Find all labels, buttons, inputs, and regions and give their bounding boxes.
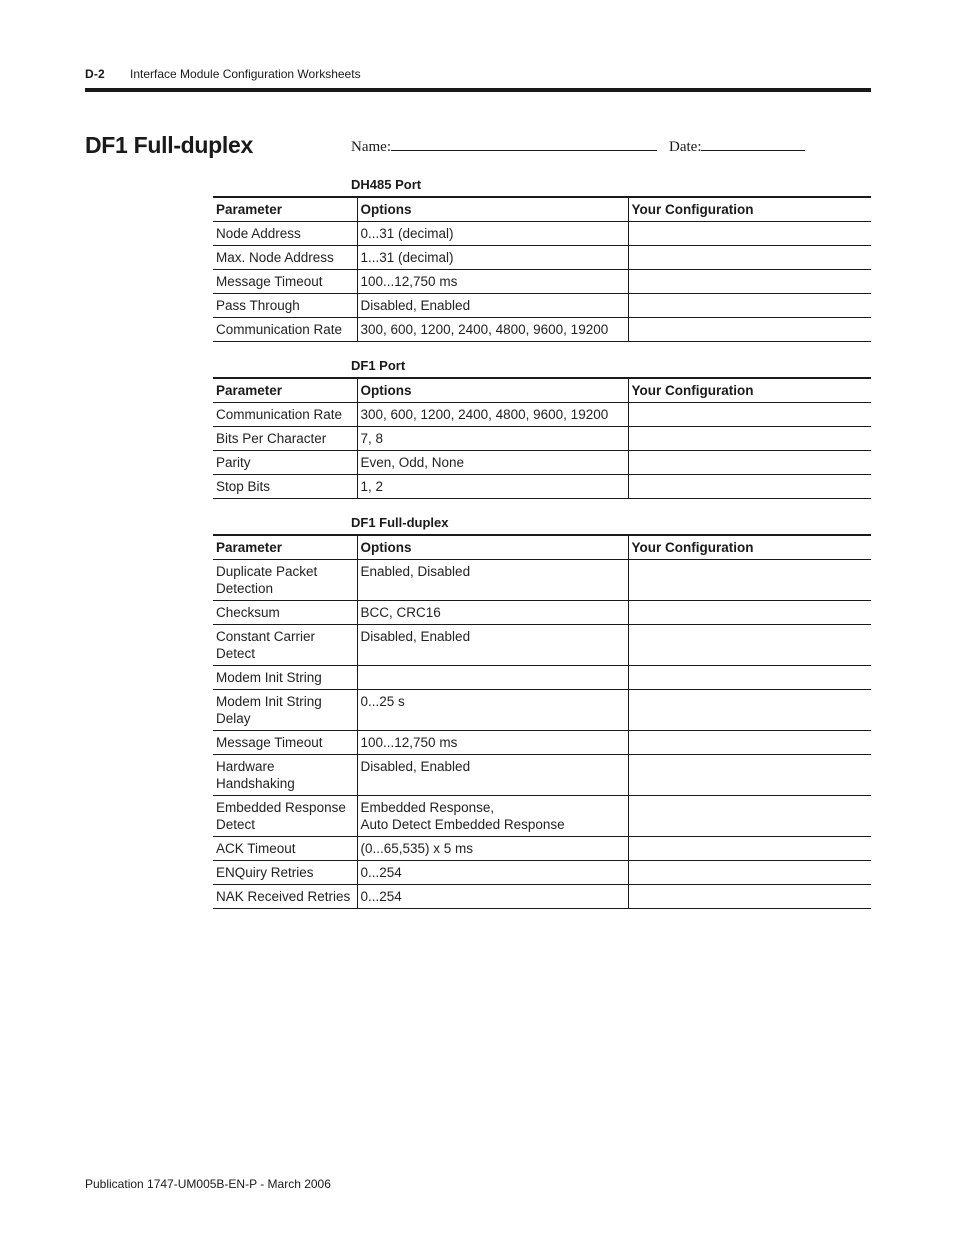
date-label: Date: [669,139,702,155]
table-caption-dh485-port: DH485 Port [351,177,422,192]
table-row [213,475,871,499]
header-your-configuration: Your Configuration [628,378,871,403]
configuration-cell[interactable] [628,625,871,666]
table-row [213,427,871,451]
parameter-cell: Pass Through [213,294,357,318]
configuration-cell[interactable] [628,560,871,601]
configuration-cell[interactable] [628,427,871,451]
table-row [213,885,871,909]
table-row [213,270,871,294]
date-field[interactable] [669,136,805,156]
header-rule [85,88,871,92]
parameter-cell: Modem Init String Delay [213,690,357,731]
configuration-cell[interactable] [628,318,871,342]
parameter-cell: ENQuiry Retries [213,861,357,885]
options-cell [357,666,628,690]
table-header-row [213,378,871,403]
options-cell: 7, 8 [357,427,628,451]
date-blank-line[interactable] [701,136,805,151]
parameter-cell: Message Timeout [213,731,357,755]
table-row [213,666,871,690]
configuration-cell[interactable] [628,885,871,909]
options-cell: 1, 2 [357,475,628,499]
parameter-cell: Bits Per Character [213,427,357,451]
header-options: Options [357,378,628,403]
parameter-cell: ACK Timeout [213,837,357,861]
configuration-cell[interactable] [628,731,871,755]
options-cell: 100...12,750 ms [357,270,628,294]
options-cell: Even, Odd, None [357,451,628,475]
dh485-port-table [213,196,871,342]
configuration-cell[interactable] [628,690,871,731]
parameter-cell: Message Timeout [213,270,357,294]
df1-port-table [213,377,871,499]
table-caption-df1-full-duplex: DF1 Full-duplex [351,515,449,530]
name-blank-line[interactable] [391,136,657,151]
configuration-cell[interactable] [628,222,871,246]
options-cell: 0...254 [357,885,628,909]
parameter-cell: Constant Carrier Detect [213,625,357,666]
options-cell: Disabled, Enabled [357,625,628,666]
header-parameter: Parameter [213,378,357,403]
parameter-cell: NAK Received Retries [213,885,357,909]
configuration-cell[interactable] [628,861,871,885]
options-cell: 0...31 (decimal) [357,222,628,246]
options-cell: Disabled, Enabled [357,755,628,796]
configuration-cell[interactable] [628,270,871,294]
options-cell: 1...31 (decimal) [357,246,628,270]
parameter-cell: Communication Rate [213,403,357,427]
table-row [213,246,871,270]
table-row [213,755,871,796]
parameter-cell: Parity [213,451,357,475]
configuration-cell[interactable] [628,246,871,270]
table-header-row [213,197,871,222]
options-cell: 300, 600, 1200, 2400, 4800, 9600, 19200 [357,403,628,427]
name-field[interactable] [351,136,657,156]
header-parameter: Parameter [213,535,357,560]
configuration-cell[interactable] [628,601,871,625]
configuration-cell[interactable] [628,451,871,475]
parameter-cell: Duplicate Packet Detection [213,560,357,601]
table-row [213,222,871,246]
configuration-cell[interactable] [628,837,871,861]
parameter-cell: Modem Init String [213,666,357,690]
table-row [213,837,871,861]
configuration-cell[interactable] [628,755,871,796]
options-cell: Embedded Response, Auto Detect Embedded Response [357,796,628,837]
table-row [213,796,871,837]
options-cell: Enabled, Disabled [357,560,628,601]
header-parameter: Parameter [213,197,357,222]
header-title: Interface Module Configuration Worksheets [130,67,361,81]
table-row [213,294,871,318]
header-your-configuration: Your Configuration [628,535,871,560]
name-label: Name: [351,139,391,155]
table-row [213,625,871,666]
configuration-cell[interactable] [628,666,871,690]
df1-full-duplex-table [213,534,871,909]
parameter-cell: Embedded Response Detect [213,796,357,837]
table-row [213,601,871,625]
options-cell: 0...25 s [357,690,628,731]
table-row [213,690,871,731]
configuration-cell[interactable] [628,294,871,318]
table-header-row [213,535,871,560]
table-row [213,318,871,342]
header-options: Options [357,197,628,222]
parameter-cell: Checksum [213,601,357,625]
parameter-cell: Communication Rate [213,318,357,342]
parameter-cell: Hardware Handshaking [213,755,357,796]
configuration-cell[interactable] [628,403,871,427]
options-cell: (0...65,535) x 5 ms [357,837,628,861]
table-row [213,560,871,601]
table-caption-df1-port: DF1 Port [351,358,406,373]
table-row [213,403,871,427]
options-cell: 0...254 [357,861,628,885]
footer-publication: Publication 1747-UM005B-EN-P - March 2006 [85,1177,331,1191]
header-your-configuration: Your Configuration [628,197,871,222]
table-row [213,731,871,755]
options-cell: 100...12,750 ms [357,731,628,755]
table-row [213,451,871,475]
options-cell: 300, 600, 1200, 2400, 4800, 9600, 19200 [357,318,628,342]
page-title: DF1 Full-duplex [85,132,254,158]
options-cell: Disabled, Enabled [357,294,628,318]
configuration-cell[interactable] [628,475,871,499]
parameter-cell: Stop Bits [213,475,357,499]
parameter-cell: Max. Node Address [213,246,357,270]
table-row [213,861,871,885]
parameter-cell: Node Address [213,222,357,246]
configuration-cell[interactable] [628,796,871,837]
page-number: D-2 [85,67,105,81]
header-options: Options [357,535,628,560]
options-cell: BCC, CRC16 [357,601,628,625]
